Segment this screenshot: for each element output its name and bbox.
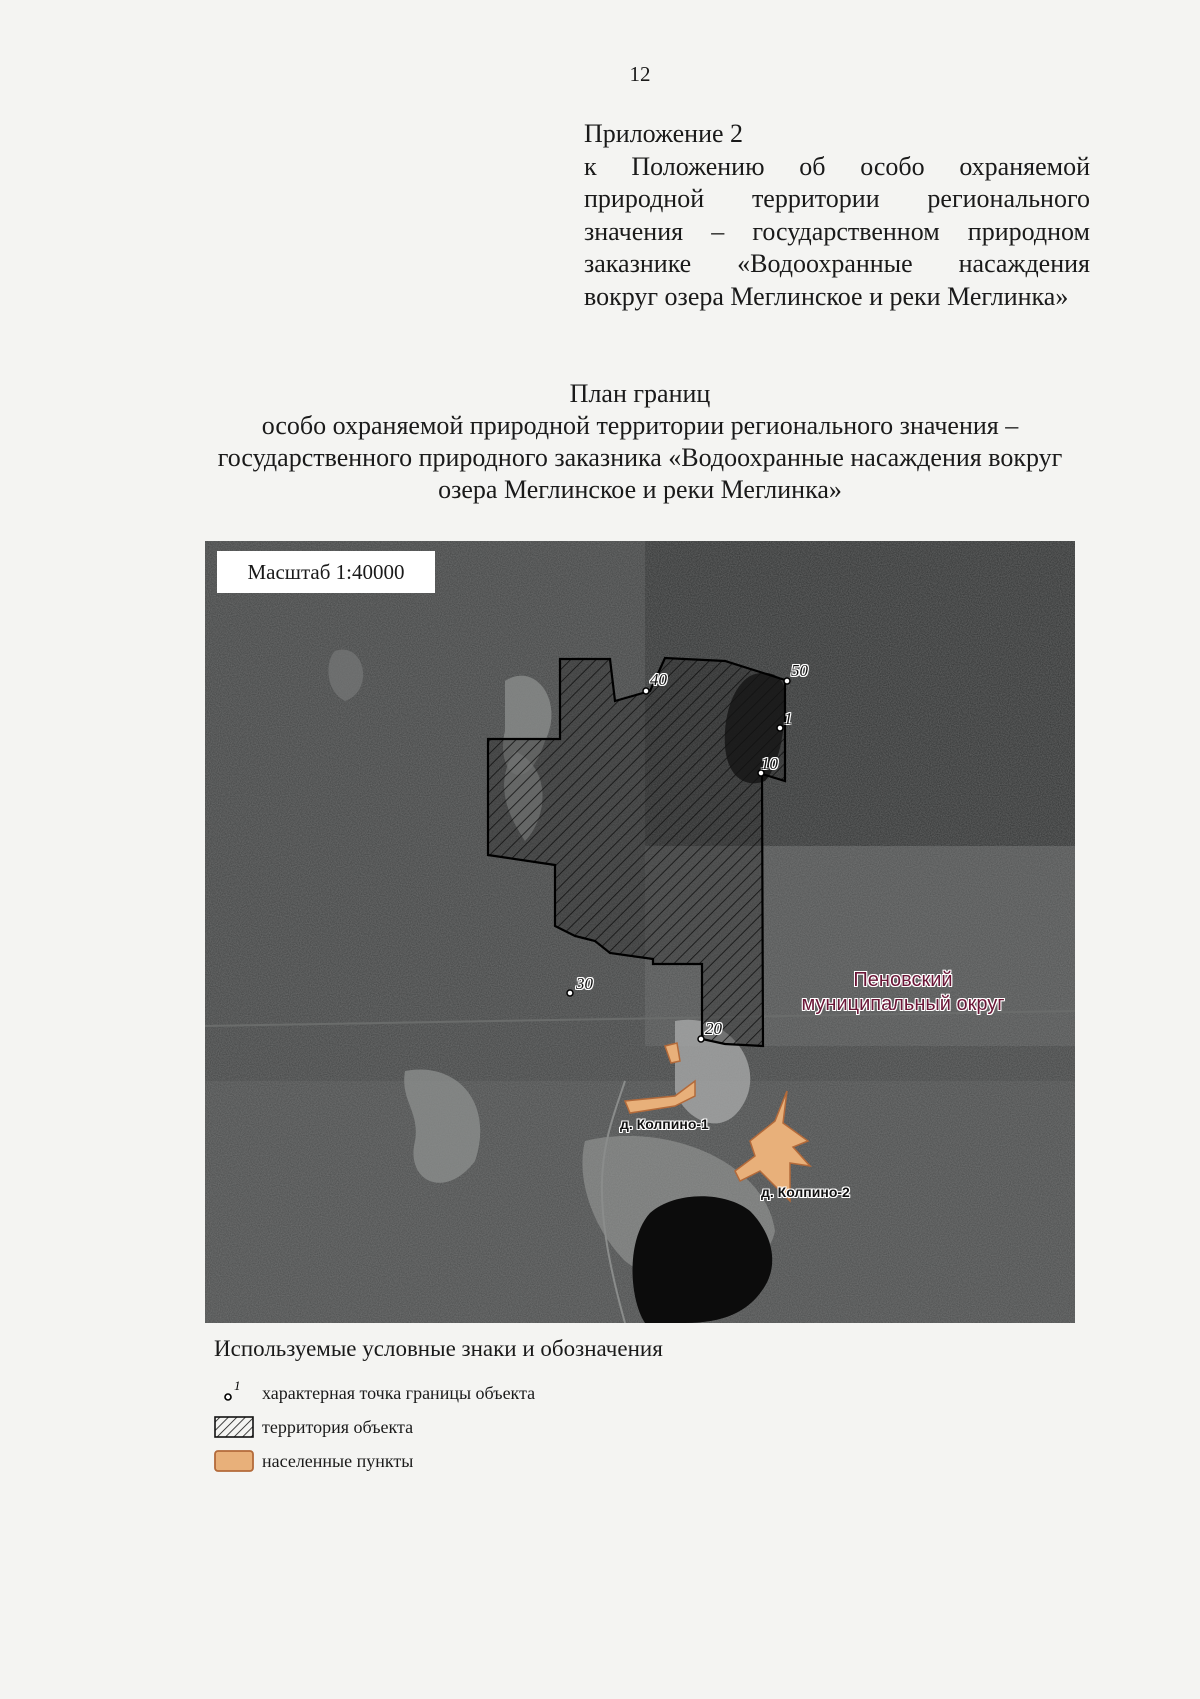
district-label xyxy=(753,968,1053,1016)
boundary-point-40 xyxy=(643,688,649,694)
point-label-20: 20 xyxy=(705,1019,722,1038)
map-scale: Масштаб 1:40000 xyxy=(217,551,435,593)
page-number: 12 xyxy=(629,62,651,86)
point-label-40: 40 xyxy=(650,670,667,689)
point-label-30: 30 xyxy=(576,974,593,993)
appendix-header xyxy=(584,118,1090,313)
boundary-point-20 xyxy=(698,1036,704,1042)
point-label-10: 10 xyxy=(761,754,778,773)
appendix-title: Приложение 2 xyxy=(584,119,744,148)
legend-point-number: 1 xyxy=(234,1380,241,1393)
district-label-line-2: муниципальный округ xyxy=(801,993,1005,1015)
plan-title-line-1: План границ xyxy=(569,379,711,408)
village-label-kolpino-1: д. Колпино-1 xyxy=(620,1116,709,1132)
boundary-point-30 xyxy=(567,990,573,996)
plan-title xyxy=(150,378,1130,506)
legend-item-label: характерная точка границы объекта xyxy=(262,1382,536,1403)
boundary-point-icon xyxy=(214,1380,262,1406)
legend-item-territory xyxy=(214,1410,914,1444)
boundary-point-50 xyxy=(784,678,790,684)
point-label-1: 1 xyxy=(784,709,793,728)
village-label-kolpino-2: д. Колпино-2 xyxy=(761,1184,850,1200)
legend-item-label: населенные пункты xyxy=(262,1450,414,1471)
plan-title-line-4: озера Меглинское и реки Меглинка» xyxy=(438,475,842,504)
legend-item-settlements xyxy=(214,1444,914,1478)
district-label-line-1: Пеновский xyxy=(853,969,953,991)
point-label-50: 50 xyxy=(791,661,808,680)
boundary-points-layer xyxy=(205,541,1075,1323)
plan-title-line-3: государственного природного заказника «Водоохранные насаждения вокруг xyxy=(217,443,1063,472)
hatched-area-icon xyxy=(214,1414,262,1440)
map-legend xyxy=(214,1336,914,1478)
appendix-body: к Положению об особо охраняемой природной территории регионального значения – государственном природном заказнике «Водоохранные насаждения вокруг озера Меглинское и реки Меглинка» xyxy=(584,151,1090,311)
legend-item-label: территория объекта xyxy=(262,1416,414,1437)
boundary-point-1 xyxy=(777,725,783,731)
boundary-map xyxy=(205,541,1075,1323)
legend-item-boundary-point xyxy=(214,1376,914,1410)
settlement-fill-icon xyxy=(214,1448,262,1474)
legend-title: Используемые условные знаки и обозначения xyxy=(214,1336,663,1361)
plan-title-line-2: особо охраняемой природной территории регионального значения – xyxy=(261,411,1019,440)
